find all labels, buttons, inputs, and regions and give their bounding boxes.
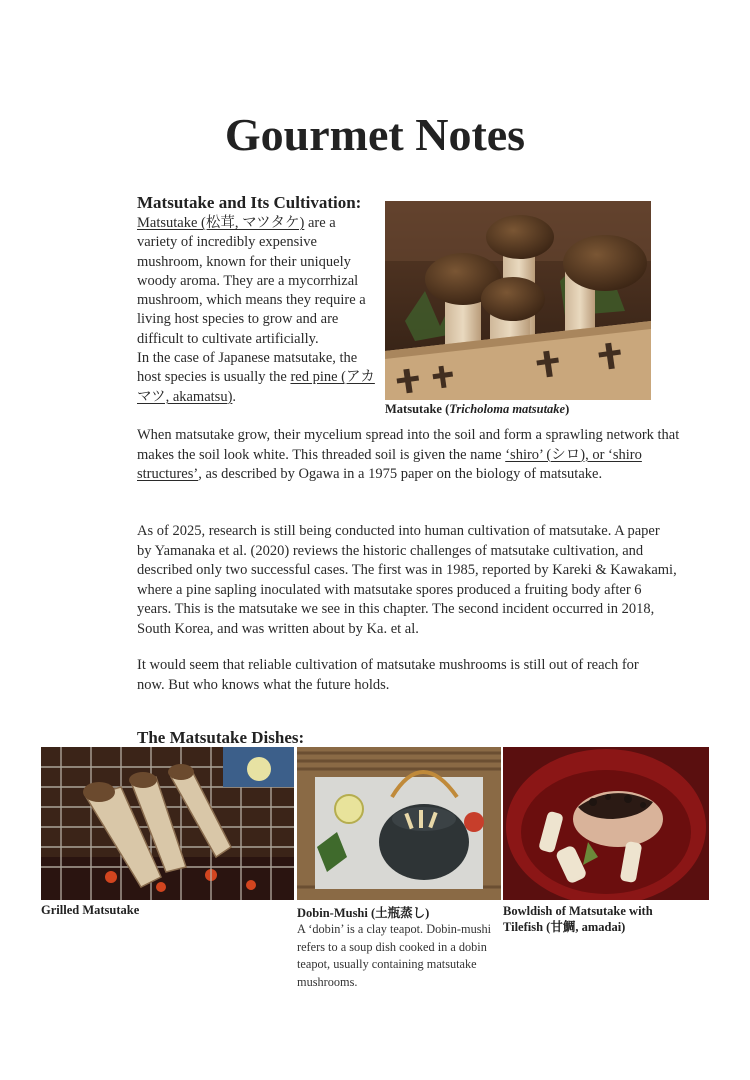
intro-paragraph <box>137 214 377 407</box>
matsutake-box-photo <box>385 201 651 400</box>
hero-caption: Matsutake (Tricholoma matsutake) <box>385 402 570 416</box>
paragraph-shiro: When matsutake grow, their mycelium spread into the soil and form a sprawling network that makes the soil look white. This threaded soil is given the name ‘shiro’ (シロ), or ‘shiro structures’, as described by Ogawa in a 1975 paper on the biology of matsutake. <box>137 427 680 482</box>
intro-text-1: are a variety of incredibly expensive mushroom, known for their uniquely woody aroma. They are a mycorrhizal mushroom, which means they require a living host species to grow and are difficult to cultivate artificially. <box>137 215 366 347</box>
paragraph-future: It would seem that reliable cultivation of matsutake mushrooms is still out of reach for now. But who knows what the future holds. <box>137 657 639 693</box>
paragraph-cultivation-research: As of 2025, research is still being conducted into human cultivation of matsutake. A paper by Yamanaka et al. (2020) reviews the historic challenges of matsutake cultivation, and described only two successful cases. The first was in 1985, reported by Kareki & Kawakami, where a pine sapling inoculated with matsutake spores produced a fruiting body after 6 years. This is the matsutake we see in this chapter. The second incident occurred in 2018, South Korea, and was written about by Ka. et al. <box>137 523 677 637</box>
shiro-link[interactable]: ‘shiro’ (シロ), or ‘shiro structures’ <box>137 446 642 482</box>
dobin-mushi-photo <box>297 747 501 900</box>
dobin-mushi-description: A ‘dobin’ is a clay teapot. Dobin-mushi refers to a soup dish cooked in a dobin teapot, usually containing matsutake mushrooms. <box>297 922 492 989</box>
page-title: Gourmet Notes <box>224 109 526 160</box>
dish-caption-grilled: Grilled Matsutake <box>41 903 140 917</box>
matsutake-link[interactable]: Matsutake (松茸, マツタケ) <box>137 215 305 231</box>
dish-caption-bowldish: Bowldish of Matsutake with Tilefish (甘鯛, amadai) <box>503 904 653 934</box>
section-heading-dishes: The Matsutake Dishes: <box>137 728 305 747</box>
dish-caption-dobin-mushi: Dobin-Mushi (土瓶蒸し) A ‘dobin’ is a clay teapot. Dobin-mushi refers to a soup dish cooked in a dobin teapot, usually containing matsutake mushrooms. <box>297 903 497 991</box>
bowldish-photo <box>503 747 709 900</box>
intro-text-3: . <box>232 388 237 405</box>
intro-text-2: In the case of Japanese matsutake, the host species is usually the <box>137 350 358 386</box>
red-pine-link[interactable]: red pine (アカマツ, akamatsu) <box>137 369 375 405</box>
section-heading-cultivation: Matsutake and Its Cultivation: <box>137 193 362 212</box>
grilled-matsutake-photo <box>41 747 294 900</box>
